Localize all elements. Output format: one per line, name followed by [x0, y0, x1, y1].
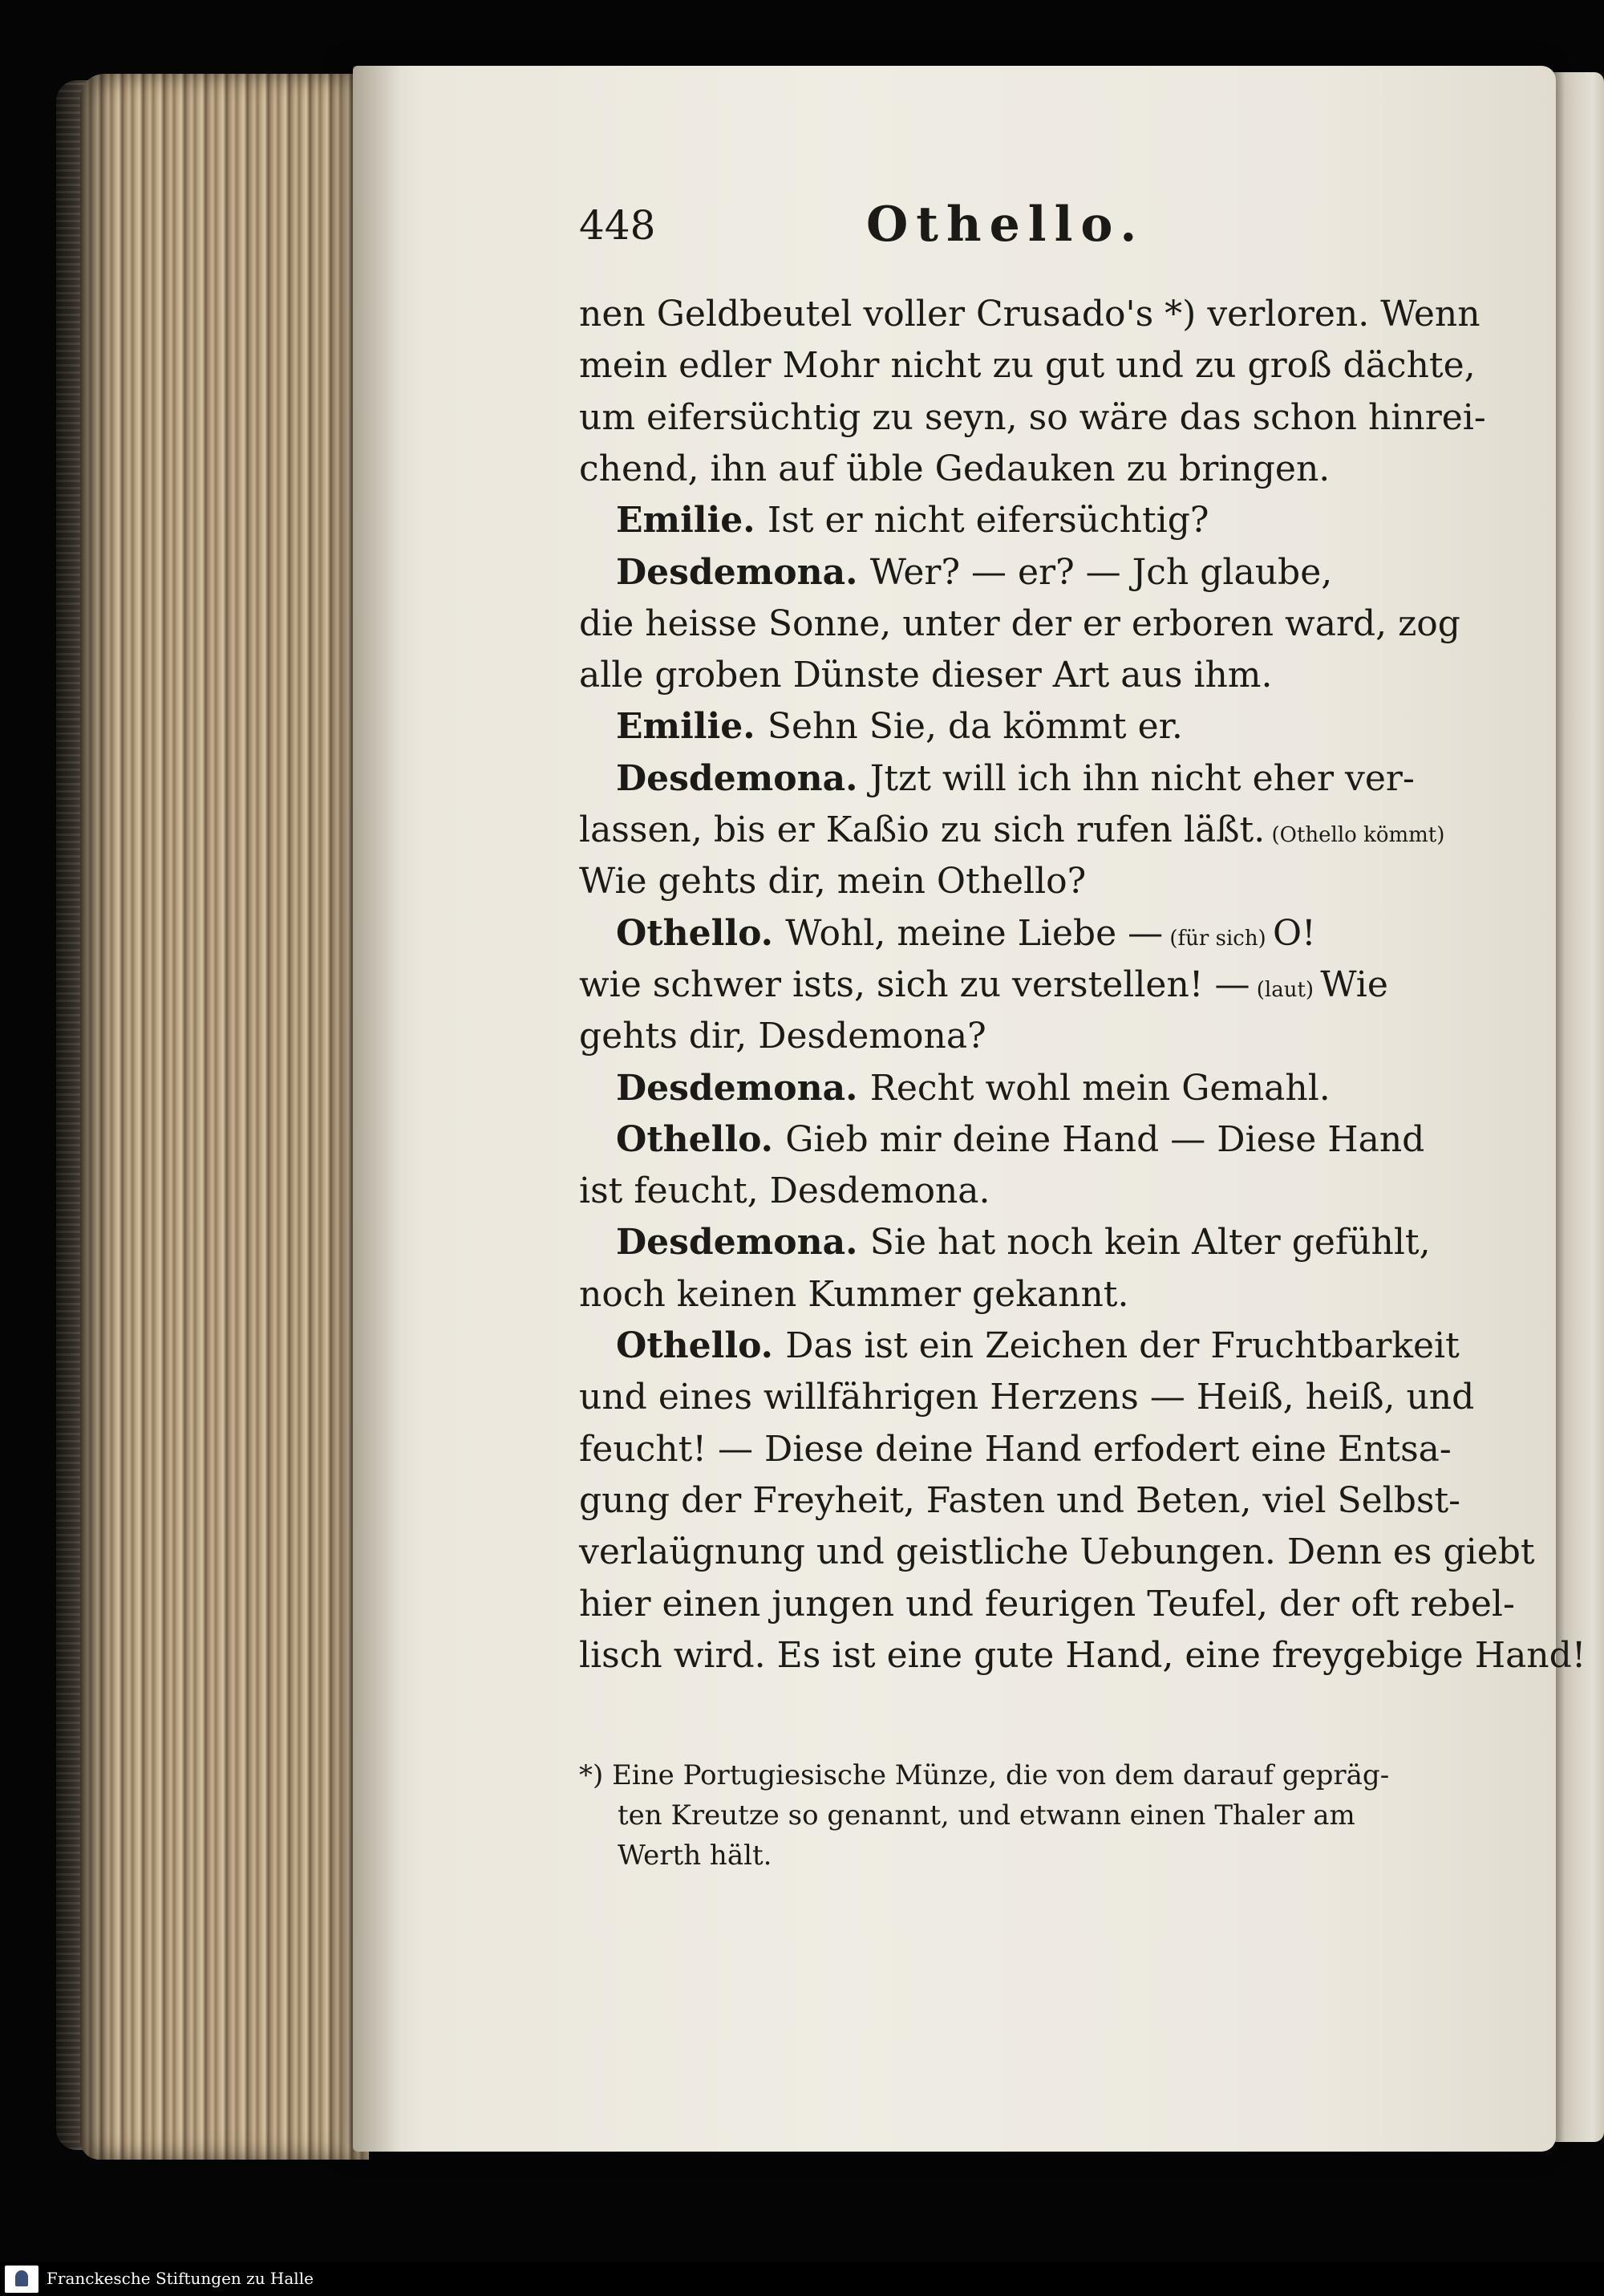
institution-logo-icon [5, 2266, 38, 2293]
line-text: feucht! — Diese deine Hand erfodert eine Entsa- [579, 1428, 1452, 1470]
text-line [616, 911, 1445, 961]
line-text: lassen, bis er Kaßio zu sich rufen läßt. [579, 809, 1266, 850]
line-text: hier einen jungen und feurigen Teufel, der oft rebel- [579, 1583, 1515, 1625]
line-text: chend, ihn auf üble Gedauken zu bringen. [579, 448, 1331, 489]
line-text-after: O! [1272, 912, 1316, 954]
stage-direction: (für sich) [1163, 926, 1273, 951]
page-number: 448 [579, 202, 656, 249]
text-line [579, 859, 1445, 904]
text-line [579, 1530, 1535, 1575]
text-line [579, 602, 1460, 647]
page-stack-edges [80, 74, 369, 2160]
text-line [616, 1066, 1445, 1111]
line-text: um eifersüchtig zu seyn, so wäre das schon hinrei- [579, 396, 1486, 438]
text-line [616, 704, 1445, 749]
speaker-name: Desdemona. [616, 1067, 870, 1109]
speaker-name: Othello. [616, 912, 786, 954]
line-text: mein edler Mohr nicht zu gut und zu groß dächte, [579, 345, 1476, 387]
footnote-line: *) Eine Portugiesische Münze, die von dem darauf gepräg- [579, 1759, 1390, 1791]
text-line [579, 292, 1480, 337]
text-line [579, 1582, 1515, 1627]
text-line [579, 963, 1445, 1012]
institution-name: Franckesche Stiftungen zu Halle [47, 2269, 314, 2288]
facing-page-edge [1548, 72, 1604, 2142]
text-line [579, 1169, 1445, 1214]
line-text: ist feucht, Desdemona. [579, 1170, 990, 1212]
line-text: gehts dir, Desdemona? [579, 1016, 986, 1057]
text-line [579, 653, 1445, 698]
line-text: und eines willfährigen Herzens — Heiß, heiß, und [579, 1377, 1475, 1418]
text-line [579, 1479, 1460, 1523]
stage-direction: (laut) [1250, 977, 1321, 1002]
text-line [616, 550, 1445, 595]
text-line [579, 396, 1486, 440]
line-text: Ist er nicht eifersüchtig? [767, 500, 1209, 542]
text-line [616, 1118, 1445, 1162]
line-text: lisch wird. Es ist eine gute Hand, eine freygebige Hand! [579, 1634, 1586, 1676]
text-line [579, 1014, 1445, 1059]
line-text: Sie hat noch kein Alter gefühlt, [869, 1222, 1431, 1264]
speaker-name: Othello. [616, 1325, 786, 1366]
speaker-name: Desdemona. [616, 757, 870, 799]
speaker-name: Desdemona. [616, 1222, 870, 1264]
speaker-name: Desdemona. [616, 551, 870, 593]
speaker-name: Emilie. [616, 500, 768, 542]
line-text: Sehn Sie, da kömmt er. [767, 706, 1183, 748]
line-text: Wer? — er? — Jch glaube, [869, 551, 1333, 593]
line-text: die heisse Sonne, unter der er erboren ward, zog [579, 602, 1460, 644]
text-line [579, 1427, 1452, 1472]
stage-direction: (Othello kömmt) [1265, 823, 1445, 847]
text-line [579, 343, 1476, 388]
text-line [616, 1220, 1445, 1265]
line-text: Gieb mir deine Hand — Diese Hand [785, 1118, 1425, 1160]
running-title: Othello. [866, 197, 1145, 253]
text-line [579, 447, 1445, 492]
speaker-name: Emilie. [616, 706, 768, 748]
line-text: Wohl, meine Liebe — [785, 912, 1164, 954]
speaker-name: Othello. [616, 1118, 786, 1160]
gutter-shadow [353, 66, 401, 2152]
line-text: alle groben Dünste dieser Art aus ihm. [579, 655, 1273, 696]
text-line [616, 757, 1445, 801]
text-line [579, 1272, 1445, 1317]
text-line [579, 1375, 1475, 1420]
line-text: nen Geldbeutel voller Crusado's *) verloren. Wenn [579, 294, 1480, 335]
line-text: Jtzt will ich ihn nicht eher ver- [869, 757, 1415, 799]
text-line [616, 498, 1445, 543]
text-line [579, 1633, 1586, 1678]
text-line [616, 1324, 1460, 1369]
line-text: gung der Freyheit, Fasten und Beten, viel Selbst- [579, 1479, 1460, 1521]
line-text: Wie gehts dir, mein Othello? [579, 861, 1087, 903]
line-text: noch keinen Kummer gekannt. [579, 1273, 1129, 1315]
line-text: wie schwer ists, sich zu verstellen! — [579, 963, 1250, 1005]
text-line [579, 808, 1445, 858]
footnote-line: Werth hält. [618, 1840, 772, 1872]
line-text: verlaügnung und geistliche Uebungen. Denn es giebt [579, 1531, 1535, 1573]
line-text: Recht wohl mein Gemahl. [869, 1067, 1331, 1109]
line-text: Das ist ein Zeichen der Fruchtbarkeit [785, 1325, 1460, 1366]
line-text-after: Wie [1320, 963, 1388, 1005]
footnote-line: ten Kreutze so genannt, und etwann einen Thaler am [618, 1799, 1355, 1832]
